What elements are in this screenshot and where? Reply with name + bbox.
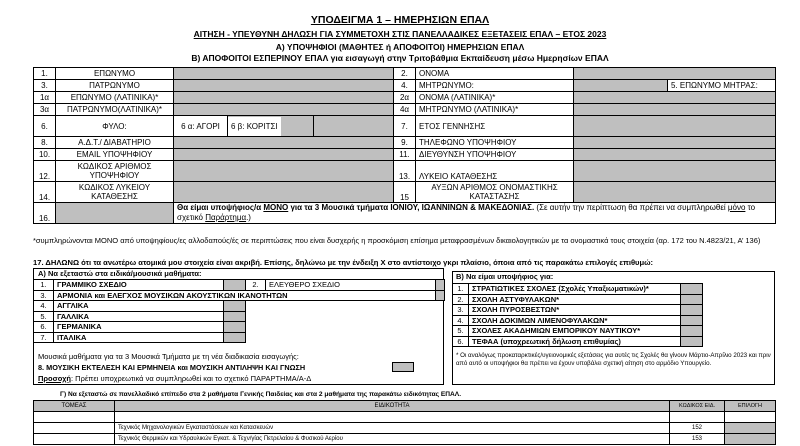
attention-label: Προσοχή bbox=[38, 374, 71, 383]
item-checkbox[interactable] bbox=[681, 294, 703, 305]
field-number: 7. bbox=[394, 116, 416, 137]
section-c-title: Γ) Να εξεταστώ σε πανελλαδικό επίπεδο στα 2 μαθήματα Γενικής Παιδείας και στα 2 μαθήματα της παρακάτω ειδικότητας ΕΠΑΛ. bbox=[60, 391, 462, 398]
row-surname bbox=[34, 68, 776, 80]
phone-field[interactable] bbox=[574, 137, 776, 149]
spacer bbox=[246, 311, 445, 322]
label-school-code: ΚΩΔΙΚΟΣ ΛΥΚΕΙΟΥ ΚΑΤΑΘΕΣΗΣ bbox=[56, 182, 174, 203]
address-field[interactable] bbox=[574, 149, 776, 161]
field-number: 3α bbox=[34, 104, 56, 116]
statement-part: ΜΟΝΟ bbox=[263, 203, 289, 212]
list-item bbox=[34, 332, 445, 343]
table-cell bbox=[670, 412, 725, 423]
item-label: ΤΕΦΑΑ (υποχρεωτική δήλωση επιθυμίας) bbox=[469, 336, 681, 347]
item-checkbox[interactable] bbox=[681, 326, 703, 337]
item-checkbox[interactable] bbox=[436, 290, 445, 301]
item-label: ΓΡΑΜΜΙΚΟ ΣΧΕΔΙΟ bbox=[54, 280, 224, 291]
label-father-name-latin: ΠΑΤΡΩΝΥΜΟ(ΛΑΤΙΝΙΚΑ)* bbox=[56, 104, 174, 116]
row-father-name bbox=[34, 80, 776, 92]
item-number: 5. bbox=[34, 311, 54, 322]
row-choice-box[interactable] bbox=[725, 423, 776, 434]
label-mother-name: ΜΗΤΡΩΝΥΜΟ: bbox=[416, 80, 574, 92]
table-cell bbox=[34, 412, 115, 423]
item-number: 6. bbox=[34, 322, 54, 333]
section-a-title: Α) Να εξεταστώ στα ειδικά/μουσικά μαθήματα: bbox=[38, 269, 202, 278]
gender-male-box[interactable] bbox=[228, 116, 314, 137]
label-surname: ΕΠΩΝΥΜΟ bbox=[56, 68, 174, 80]
item-label: ΣΧΟΛΕΣ ΑΚΑΔΗΜΙΩΝ ΕΜΠΟΡΙΚΟΥ ΝΑΥΤΙΚΟΥ* bbox=[469, 326, 681, 337]
item-number: 1. bbox=[34, 280, 54, 291]
label-address: ΔΙΕΥΘΥΝΣΗ ΥΠΟΨΗΦΙΟΥ bbox=[416, 149, 574, 161]
item-label: ΑΡΜΟΝΙΑ και ΕΛΕΓΧΟΣ ΜΟΥΣΙΚΩΝ ΑΚΟΥΣΤΙΚΩΝ ΙΚΑΝΟΤΗΤΩΝ bbox=[54, 290, 436, 301]
row-gender bbox=[34, 116, 776, 137]
item-checkbox[interactable] bbox=[224, 311, 246, 322]
list-item bbox=[453, 294, 703, 305]
item-checkbox[interactable] bbox=[681, 305, 703, 316]
statement-part: για τα 3 Μουσικά τμήματα ΙΟΝΙΟΥ, ΙΩΑΝΝΙΝΩΝ & ΜΑΚΕΔΟΝΙΑΣ. bbox=[288, 203, 535, 212]
list-item bbox=[453, 336, 703, 347]
item-number: 3. bbox=[34, 290, 54, 301]
spacer bbox=[246, 322, 445, 333]
school-field[interactable] bbox=[574, 161, 776, 182]
header-kodikos: ΚΩΔΙΚΟΣ ΕΙΔ. bbox=[670, 401, 725, 412]
field-number: 11. bbox=[394, 149, 416, 161]
gender-female-box[interactable] bbox=[314, 116, 394, 137]
specialty-header-row bbox=[34, 401, 776, 412]
label-name: ΟΝΟΜΑ bbox=[416, 68, 574, 80]
list-item bbox=[453, 305, 703, 316]
item-checkbox[interactable] bbox=[224, 322, 246, 333]
header-tomeas: ΤΟΜΕΑΣ bbox=[34, 401, 115, 412]
item-checkbox[interactable] bbox=[224, 301, 246, 312]
music-only-statement bbox=[174, 203, 776, 224]
father-name-latin-field[interactable] bbox=[174, 104, 394, 116]
row-eidikotita: Τεχνικός Θερμικών και Υδραυλικών Εγκατ. & Τεχν/γίας Πετρελαίου & Φυσικού Αερίου bbox=[115, 434, 670, 445]
list-item bbox=[34, 280, 445, 291]
field-number: 6. bbox=[34, 116, 56, 137]
form-subtitle: ΑΙΤΗΣΗ - ΥΠΕΥΘΥΝΗ ΔΗΛΩΣΗ ΓΙΑ ΣΥΜΜΕΤΟΧΗ ΣΤΙΣ ΠΑΝΕΛΛΑΔΙΚΕΣ ΕΞΕΤΑΣΕΙΣ ΕΠΑΛ – ΕΤΟΣ 2023 bbox=[193, 29, 607, 39]
row-kodikos: 153 bbox=[670, 434, 725, 445]
label-school: ΛΥΚΕΙΟ ΚΑΤΑΘΕΣΗΣ bbox=[416, 161, 574, 182]
label-gender: ΦΥΛΟ: bbox=[56, 116, 174, 137]
roster-number-field[interactable] bbox=[574, 182, 776, 203]
email-field[interactable] bbox=[174, 149, 394, 161]
school-code-field[interactable] bbox=[174, 182, 394, 203]
item-number: 2. bbox=[453, 294, 469, 305]
item-checkbox[interactable] bbox=[681, 315, 703, 326]
candidate-code-field[interactable] bbox=[174, 161, 394, 182]
row-eidikotita: Τεχνικός Μηχανολογικών Εγκαταστάσεων και Κατασκευών bbox=[115, 423, 670, 434]
label-roster-number: ΑΥΞΩΝ ΑΡΙΘΜΟΣ ΟΝΟΜΑΣΤΙΚΗΣ ΚΑΤΑΣΤΑΣΗΣ bbox=[416, 182, 574, 203]
row-choice-box[interactable] bbox=[725, 434, 776, 445]
statement-part: .) bbox=[246, 213, 251, 222]
item-label: ΑΓΓΛΙΚΑ bbox=[54, 301, 224, 312]
list-item bbox=[453, 315, 703, 326]
statement-part: (Σε αυτήν την περίπτωση θα πρέπει να συμπληρωθεί bbox=[534, 203, 728, 212]
field-number: 9. bbox=[394, 137, 416, 149]
gender-option-male: 6 α: ΑΓΟΡΙ bbox=[174, 116, 228, 137]
item-checkbox[interactable] bbox=[681, 336, 703, 347]
label-mother-name-latin: ΜΗΤΡΩΝΥΜΟ (ΛΑΤΙΝΙΚΑ)* bbox=[416, 104, 574, 116]
music-item-8: 8. ΜΟΥΣΙΚΗ ΕΚΤΕΛΕΣΗ ΚΑΙ ΕΡΜΗΝΕΙΑ και ΜΟΥΣΙΚΗ ΑΝΤΙΛΗΨΗ ΚΑΙ ΓΝΩΣΗ bbox=[38, 363, 306, 372]
label-phone: ΤΗΛΕΦΩΝΟ ΥΠΟΨΗΦΙΟΥ bbox=[416, 137, 574, 149]
field-number: 16. bbox=[34, 203, 56, 224]
mother-name-latin-field[interactable] bbox=[574, 104, 776, 116]
footnote: *συμπληρώνονται ΜΟΝΟ από υποψηφίους/ες αλλοδαπούς/ές σε περιπτώσεις που είναι δυσχερής η προσκόμιση επίσημα μεταφρασμένων δικαιολογητικών με τα ονομαστικά τους στοιχεία (αρ. 172 του Ν.4823/21, Α’ 136) bbox=[33, 236, 761, 245]
form-title: ΥΠΟΔΕΙΓΜΑ 1 – ΗΜΕΡΗΣΙΩΝ ΕΠΑΛ bbox=[310, 14, 490, 26]
section-b-note: * Οι αναλόγως προκαταρκτικές/υγειονομικές εξετάσεις για αυτές τις Σχολές θα γίνουν Μάρτιο-Απρίλιο 2023 και πριν από αυτό οι υποψήφιοι θα πρέπει να έχουν υποβάλει σχετική αίτηση στο αρμόδιο Υπουργείο. bbox=[456, 352, 771, 367]
statement-part: μόνο bbox=[727, 203, 746, 212]
gender-option-female: 6 β: ΚΟΡΙΤΣΙ bbox=[228, 117, 281, 136]
field-number: 10. bbox=[34, 149, 56, 161]
surname-field[interactable] bbox=[174, 68, 394, 80]
label-name-latin: ΟΝΟΜΑ (ΛΑΤΙΝΙΚΑ)* bbox=[416, 92, 574, 104]
item-number: 2. bbox=[246, 280, 266, 291]
item-number: 6. bbox=[453, 336, 469, 347]
label-mother-maiden-name[interactable]: 5. ΕΠΩΝΥΜΟ ΜΗΤΡΑΣ: bbox=[668, 80, 776, 92]
item-label: ΣΧΟΛΗ ΔΟΚΙΜΩΝ ΛΙΜΕΝΟΦΥΛΑΚΩΝ* bbox=[469, 315, 681, 326]
section-b-table bbox=[452, 283, 703, 347]
field-number: 13. bbox=[394, 161, 416, 182]
row-music-only bbox=[34, 203, 776, 224]
spacer bbox=[246, 301, 445, 312]
item-number: 4. bbox=[34, 301, 54, 312]
section-a-table bbox=[33, 279, 445, 343]
field-number: 4. bbox=[394, 80, 416, 92]
label-birth-year: ΕΤΟΣ ΓΕΝΝΗΣΗΣ bbox=[416, 116, 574, 137]
item-number: 4. bbox=[453, 315, 469, 326]
music-item-8-checkbox[interactable] bbox=[392, 362, 414, 372]
field-number: 2. bbox=[394, 68, 416, 80]
declaration: 17. ΔΗΛΩΝΩ ότι τα ανωτέρω ατομικά μου στοιχεία είναι ακριβή. Επίσης, δηλώνω με την ένδειξη Χ στο αντίστοιχο γκρι πλαίσιο, όποια από τις παρακάτω επιλογές επιθυμώ: bbox=[33, 258, 654, 267]
attention-text: : Πρέπει υποχρεωτικά να συμπληρωθεί και το σχετικό ΠΑΡΑΡΤΗΜΑ/Α-Δ bbox=[70, 374, 312, 383]
field-number: 12. bbox=[34, 161, 56, 182]
row-surname-latin bbox=[34, 92, 776, 104]
table-row bbox=[34, 423, 776, 434]
item-label: ΣΧΟΛΗ ΠΥΡΟΣΒΕΣΤΩΝ* bbox=[469, 305, 681, 316]
label-email: EMAIL ΥΠΟΨΗΦΙΟΥ bbox=[56, 149, 174, 161]
statement-part: το σχετικό bbox=[177, 203, 756, 222]
name-field[interactable] bbox=[574, 68, 776, 80]
birth-year-field[interactable] bbox=[574, 116, 776, 137]
candidate-type-a: Α) ΥΠΟΨΗΦΙΟΙ (ΜΑΘΗΤΕΣ ή ΑΠΟΦΟΙΤΟΙ) ΗΜΕΡΗΣΙΩΝ ΕΠΑΛ bbox=[275, 42, 525, 52]
item-checkbox[interactable] bbox=[224, 332, 246, 343]
label-surname-latin: ΕΠΩΝΥΜΟ (ΛΑΤΙΝΙΚΑ)* bbox=[56, 92, 174, 104]
row-kodikos: 152 bbox=[670, 423, 725, 434]
field-number: 4α bbox=[394, 104, 416, 116]
row-tomeas bbox=[34, 423, 115, 434]
mother-name-field[interactable] bbox=[574, 80, 668, 92]
table-cell bbox=[725, 412, 776, 423]
field-number: 3. bbox=[34, 80, 56, 92]
field-number: 15 bbox=[394, 182, 416, 203]
row-candidate-code bbox=[34, 161, 776, 182]
item-number: 3. bbox=[453, 305, 469, 316]
music-only-checkbox[interactable] bbox=[56, 203, 174, 224]
item-number: 7. bbox=[34, 332, 54, 343]
personal-data-table bbox=[33, 67, 776, 224]
item-label: ΣΤΡΑΤΙΩΤΙΚΕΣ ΣΧΟΛΕΣ (Σχολές Υπαξιωματικών)* bbox=[469, 284, 681, 295]
name-latin-field[interactable] bbox=[574, 92, 776, 104]
item-checkbox[interactable] bbox=[436, 280, 445, 291]
table-row bbox=[34, 434, 776, 445]
row-email bbox=[34, 149, 776, 161]
item-label: ΓΕΡΜΑΝΙΚΑ bbox=[54, 322, 224, 333]
item-number: 5. bbox=[453, 326, 469, 337]
field-number: 2α bbox=[394, 92, 416, 104]
item-label: ΣΧΟΛΗ ΑΣΤΥΦΥΛΑΚΩΝ* bbox=[469, 294, 681, 305]
row-father-name-latin bbox=[34, 104, 776, 116]
candidate-type-b: Β) ΑΠΟΦΟΙΤΟΙ ΕΣΠΕΡΙΝΟΥ ΕΠΑΛ για εισαγωγή στην Τριτοβάθμια Εκπαίδευση μέσω Ημερησίων ΕΠΑΛ bbox=[191, 53, 609, 63]
statement-part: Θα είμαι υποψήφιος/α bbox=[177, 203, 264, 212]
table-row bbox=[34, 412, 776, 423]
field-number: 1. bbox=[34, 68, 56, 80]
father-name-field[interactable] bbox=[174, 80, 394, 92]
field-number: 14. bbox=[34, 182, 56, 203]
header-eidikotita: ΕΙΔΙΚΟΤΗΤΑ bbox=[115, 401, 670, 412]
list-item bbox=[34, 301, 445, 312]
item-checkbox[interactable] bbox=[681, 284, 703, 295]
list-item bbox=[453, 284, 703, 295]
specialty-table bbox=[33, 400, 776, 445]
item-label: ΕΛΕΥΘΕΡΟ ΣΧΕΔΙΟ bbox=[266, 280, 436, 291]
item-label: ΙΤΑΛΙΚΑ bbox=[54, 332, 224, 343]
table-cell bbox=[115, 412, 670, 423]
list-item bbox=[453, 326, 703, 337]
label-father-name: ΠΑΤΡΩΝΥΜΟ bbox=[56, 80, 174, 92]
attention-note bbox=[38, 374, 438, 383]
row-id-card bbox=[34, 137, 776, 149]
item-checkbox[interactable] bbox=[224, 280, 246, 291]
row-school-code bbox=[34, 182, 776, 203]
music-note: Μουσικά μαθήματα για τα 3 Μουσικά Τμήματα με τη νέα διαδικασία εισαγωγής: bbox=[38, 352, 299, 361]
surname-latin-field[interactable] bbox=[174, 92, 394, 104]
statement-part: Παράρτημα bbox=[205, 213, 247, 222]
section-b-title: Β) Να είμαι υποψήφιος για: bbox=[456, 272, 554, 281]
item-number: 1. bbox=[453, 284, 469, 295]
list-item bbox=[34, 290, 445, 301]
header-epilogi: ΕΠΙΛΟΓΗ bbox=[725, 401, 776, 412]
label-id-card: Α.Δ.Τ./ ΔΙΑΒΑΤΗΡΙΟ bbox=[56, 137, 174, 149]
spacer bbox=[246, 332, 445, 343]
id-card-field[interactable] bbox=[174, 137, 394, 149]
field-number: 1α bbox=[34, 92, 56, 104]
list-item bbox=[34, 322, 445, 333]
field-number: 8. bbox=[34, 137, 56, 149]
row-tomeas bbox=[34, 434, 115, 445]
item-label: ΓΑΛΛΙΚΑ bbox=[54, 311, 224, 322]
list-item bbox=[34, 311, 445, 322]
label-candidate-code: ΚΩΔΙΚΟΣ ΑΡΙΘΜΟΣ ΥΠΟΨΗΦΙΟΥ bbox=[56, 161, 174, 182]
